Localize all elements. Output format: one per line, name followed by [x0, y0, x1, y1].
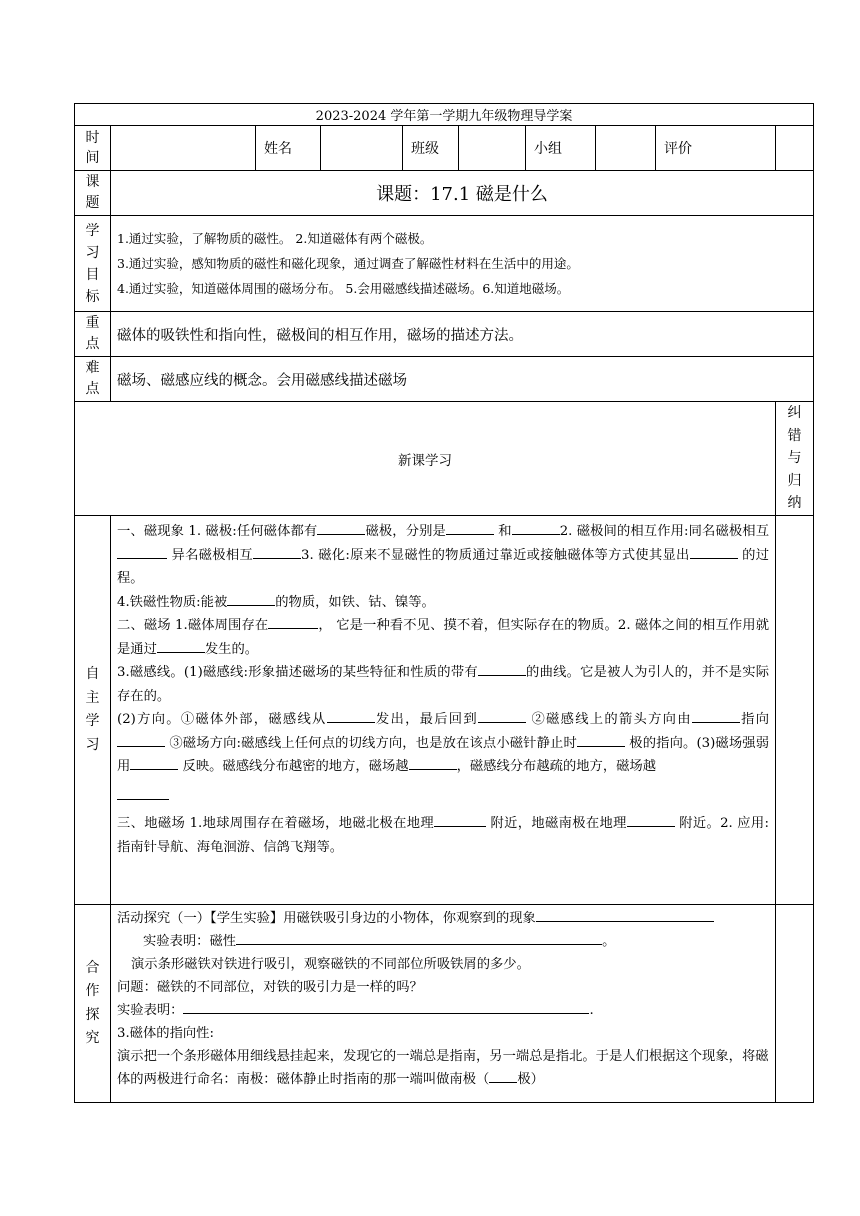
- blank-end-pole[interactable]: [478, 708, 526, 723]
- new-lesson-heading: 新课学习: [75, 402, 776, 516]
- topic-title: 课题：17.1 磁是什么: [111, 171, 814, 216]
- cooperation-label: [75, 905, 111, 1103]
- directionality-heading: 3.磁体的指向性:: [117, 1026, 214, 1041]
- text: 实验表明：磁性: [143, 934, 237, 949]
- text: 极）: [517, 1072, 544, 1087]
- demo-line: [117, 953, 769, 976]
- text: 发生的。: [204, 641, 259, 657]
- difficulties-text: 磁场、磁感应线的概念。会用磁感线描述磁场: [111, 357, 814, 402]
- text: 反映。磁感线分布越密的地方，磁场越: [178, 759, 409, 774]
- text: 3.磁感线。(1)磁感线:形象描述磁场的某些特征和性质的带有: [117, 665, 478, 680]
- ferromagnetic-line: [117, 591, 769, 615]
- blank-magnetism[interactable]: [236, 930, 602, 945]
- name-label: 姓名: [256, 126, 321, 171]
- text: 的过程。: [117, 547, 769, 586]
- text: 附近，地磁南极在地理: [486, 816, 627, 831]
- text: 三、地磁场 1.地球周围存在着磁场，地磁北极在地理: [117, 816, 435, 831]
- text: ，磁感线分布越疏的地方，磁场越: [456, 759, 657, 774]
- cooperation-label-text: 合作探究: [85, 959, 100, 1046]
- blank-opposite-poles[interactable]: [253, 544, 301, 559]
- eval-label: 评价: [656, 126, 776, 171]
- key-points-label: [75, 312, 111, 357]
- text: 实验表明：: [117, 1003, 184, 1018]
- text: 3. 磁化:原来不显磁性的物质通过靠近或接触磁体等方式使其显出: [301, 547, 690, 563]
- cooperation-side: [776, 905, 814, 1103]
- goal-line-2: 3.通过实验，感知物质的磁性和磁化现象，通过调查了解磁性材料在生活中的用途。: [117, 256, 579, 271]
- text: 磁极，分别是: [365, 524, 446, 539]
- magnetic-field-section: [117, 614, 769, 661]
- text: 2. 磁极间的相互作用:同名磁极相互: [559, 524, 769, 539]
- text: 一、磁现象 1. 磁极:任何磁体都有: [117, 524, 318, 539]
- text: 活动探究（一）【学生实验】用磁铁吸引身边的小物体，你观察到的现象: [117, 911, 536, 926]
- topic-label: [75, 171, 111, 216]
- text: 指向: [739, 712, 769, 727]
- experiment-result-line: [117, 930, 769, 953]
- difficulties-label-text: 难点: [85, 360, 100, 397]
- cooperation-content: [111, 905, 776, 1103]
- text: ， 它是一种看不见、摸不着，但实际存在的物质。2. 磁体之间的相互作用就是通过: [117, 618, 769, 657]
- blank-interaction[interactable]: [157, 638, 205, 653]
- goals-label: [75, 216, 111, 312]
- study-guide-table: [74, 103, 814, 1103]
- blank-geo-north[interactable]: [434, 812, 486, 827]
- class-label: 班级: [403, 126, 459, 171]
- text: 演示把一个条形磁体用细线悬挂起来，发现它的一端总是指南，另一端总是指北。于是人们根据这个现象，将磁体的两极进行命名：南极：磁体静止时指南的那一端叫做南极（: [117, 1049, 769, 1087]
- text: 极的指向。(3)磁场强弱用: [117, 735, 769, 774]
- text: 异名磁极相互: [167, 547, 253, 563]
- blank-field[interactable]: [268, 614, 318, 629]
- blank-conclusion[interactable]: [183, 999, 589, 1014]
- question-line: 问题：磁铁的不同部位，对铁的吸引力是一样的吗？: [117, 980, 423, 995]
- difficulties-label: [75, 357, 111, 402]
- key-points-label-text: 重点: [85, 315, 100, 352]
- text: 。: [602, 934, 616, 949]
- goals-label-text: 学习目标: [85, 222, 100, 305]
- magnetism-section: [117, 520, 769, 591]
- goal-line-3: 4.通过实验，知道磁体周围的磁场分布。 5.会用磁感线描述磁场。6.知道地磁场。: [117, 281, 570, 296]
- blank-ferromagnetic[interactable]: [227, 591, 275, 606]
- self-study-side: [776, 516, 814, 905]
- correction-summary-label-text: 纠错与归纳: [787, 405, 802, 512]
- field-direction-section: [117, 708, 769, 779]
- text: 发出，最后回到: [374, 712, 478, 727]
- directionality-demo: [117, 1045, 769, 1091]
- text: 的物质，如铁、钴、镍等。: [275, 594, 435, 610]
- text: 演示条形磁铁对铁进行吸引，观察磁铁的不同部位所吸铁屑的多少。: [131, 957, 530, 972]
- text: .: [589, 1003, 594, 1018]
- field-lines-section: [117, 661, 769, 708]
- experiment-conclusion-line: [117, 999, 769, 1022]
- blank-start-pole[interactable]: [327, 708, 375, 723]
- text: 4.铁磁性物质:能被: [117, 594, 228, 610]
- text: 二、磁场 1.磁体周围存在: [117, 618, 269, 633]
- sparse-blank-line: [117, 785, 769, 809]
- blank-dense[interactable]: [409, 755, 457, 770]
- correction-summary-label: [776, 402, 814, 516]
- time-field[interactable]: [111, 126, 256, 171]
- blank-arrow[interactable]: [478, 661, 526, 676]
- blank-strength[interactable]: [130, 755, 178, 770]
- eval-field[interactable]: [776, 126, 814, 171]
- blank-observation[interactable]: [536, 907, 714, 922]
- blank-south-pole[interactable]: [489, 1068, 517, 1083]
- text: ③磁场方向:磁感线上任何点的切线方向，也是放在该点小磁针静止时: [165, 735, 577, 751]
- time-label: [75, 126, 111, 171]
- blank-arrow-to[interactable]: [117, 732, 165, 747]
- group-label: 小组: [526, 126, 596, 171]
- key-points-text: 磁体的吸铁性和指向性，磁极间的相互作用，磁场的描述方法。: [111, 312, 814, 357]
- blank-sparse[interactable]: [117, 785, 169, 800]
- blank-pole-2[interactable]: [512, 520, 560, 535]
- name-field[interactable]: [321, 126, 403, 171]
- blank-geo-south[interactable]: [627, 812, 675, 827]
- time-label-text: 时间: [85, 130, 100, 166]
- self-study-label: [75, 516, 111, 905]
- text: (2)方向。①磁体外部，磁感线从: [117, 712, 327, 727]
- goal-line-1: 1.通过实验，了解物质的磁性。 2.知道磁体有两个磁极。: [117, 231, 433, 246]
- text: 附近。2. 应用:指南针导航、海龟洄游、信鸽飞翔等。: [117, 816, 769, 855]
- text: ②磁感线上的箭头方向由: [525, 712, 692, 727]
- activity-line: [117, 907, 769, 930]
- text: 的曲线。它是被人为引人的，并不是实际存在的。: [117, 665, 769, 704]
- blank-needle-pole[interactable]: [577, 732, 625, 747]
- blank-arrow-from[interactable]: [692, 708, 740, 723]
- earth-field-section: [117, 812, 769, 859]
- class-field[interactable]: [459, 126, 526, 171]
- blank-magnetization[interactable]: [690, 544, 738, 559]
- text: 和: [493, 524, 512, 539]
- self-study-label-text: 自主学习: [85, 666, 100, 753]
- self-study-content: [111, 516, 776, 905]
- goals-content: [111, 216, 814, 312]
- blank-pole-count[interactable]: [317, 520, 365, 535]
- topic-label-text: 课题: [85, 174, 100, 211]
- blank-pole-1[interactable]: [446, 520, 494, 535]
- document-title: 2023-2024 学年第一学期九年级物理导学案: [75, 104, 814, 126]
- group-field[interactable]: [596, 126, 656, 171]
- blank-same-poles[interactable]: [117, 544, 167, 559]
